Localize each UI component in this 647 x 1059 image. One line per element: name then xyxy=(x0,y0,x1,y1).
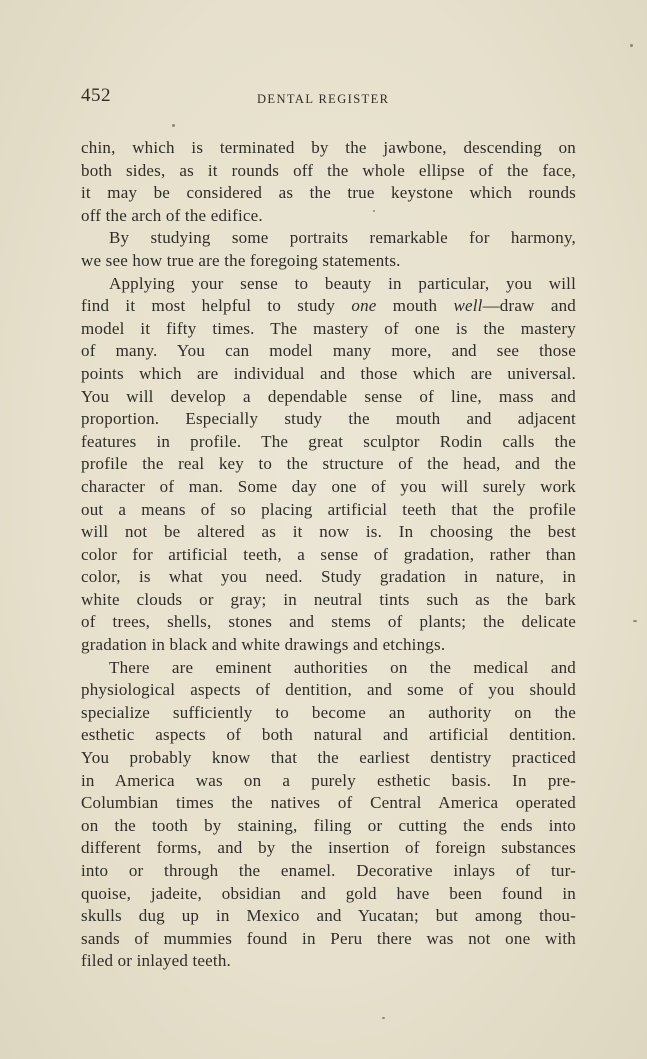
text-segment: gradation in black and white drawings and etchings. xyxy=(81,635,446,655)
text-line xyxy=(81,657,576,680)
text-segment: we see how true are the foregoing statements. xyxy=(81,250,401,270)
italic-word: one xyxy=(351,296,377,316)
text-segment: —draw and xyxy=(482,296,576,316)
text-segment: Applying your sense to beauty in particular, you will xyxy=(109,273,576,293)
text-segment: color, is what you need. Study gradation in nature, in xyxy=(81,567,576,587)
text-segment: into or through the enamel. Decorative inlays of tur- xyxy=(81,861,576,880)
text-line xyxy=(81,770,576,793)
text-segment: character of man. Some day one of you will surely work xyxy=(81,476,576,496)
text-line xyxy=(81,589,576,612)
page-header xyxy=(81,85,576,109)
text-segment: chin, which is terminated by the jawbone, descending on xyxy=(81,138,576,157)
text-line xyxy=(81,883,576,906)
text-segment: color for artificial teeth, a sense of gradation, rather than xyxy=(81,544,576,564)
text-segment: will not be altered as it now is. In choosing the best xyxy=(81,522,576,542)
text-segment: physiological aspects of dentition, and some of you should xyxy=(81,680,576,700)
text-line xyxy=(81,724,576,747)
text-segment: model it fifty times. The mastery of one is the mastery xyxy=(81,318,576,338)
text-line xyxy=(81,431,576,454)
text-segment: in America was on a purely esthetic basis. In pre- xyxy=(81,770,576,790)
text-segment: filed or inlayed teeth. xyxy=(81,951,231,971)
text-line xyxy=(81,476,576,499)
text-line xyxy=(81,950,576,973)
text-segment: features in profile. The great sculptor Rodin calls the xyxy=(81,431,576,451)
text-segment: mouth xyxy=(376,296,454,316)
print-speck xyxy=(382,1017,385,1019)
text-line xyxy=(81,453,576,476)
text-line xyxy=(81,205,576,228)
text-segment: find it most helpful to study xyxy=(81,296,352,316)
text-segment: There are eminent authorities on the medical and xyxy=(109,657,576,677)
text-line xyxy=(81,521,576,544)
text-segment: esthetic aspects of both natural and artificial dentition. xyxy=(81,725,576,745)
text-segment: both sides, as it rounds off the whole ellipse of the face, xyxy=(81,160,576,180)
text-segment: different forms, and by the insertion of foreign substances xyxy=(81,838,576,858)
text-line xyxy=(81,363,576,386)
text-line xyxy=(81,634,576,657)
text-segment: You probably know that the earliest dentistry practiced xyxy=(81,748,576,768)
print-speck xyxy=(630,44,633,47)
body-text xyxy=(81,137,576,973)
text-line xyxy=(81,928,576,951)
text-segment: it may be considered as the true keystone which rounds xyxy=(81,183,576,203)
text-line xyxy=(81,227,576,250)
running-title: DENTAL REGISTER xyxy=(257,92,390,106)
text-line xyxy=(81,747,576,770)
text-line xyxy=(81,905,576,928)
text-line xyxy=(81,386,576,409)
text-line xyxy=(81,182,576,205)
text-line xyxy=(81,408,576,431)
text-segment: of trees, shells, stones and stems of plants; the delicate xyxy=(81,612,576,632)
text-segment: on the tooth by staining, filing or cutting the ends into xyxy=(81,815,576,835)
text-segment: You will develop a dependable sense of line, mass and xyxy=(81,386,576,406)
text-segment: sands of mummies found in Peru there was not one with xyxy=(81,928,576,948)
italic-word: well xyxy=(453,296,483,316)
text-segment: specialize sufficiently to become an authority on the xyxy=(81,702,576,722)
print-speck xyxy=(172,124,175,127)
text-line xyxy=(81,273,576,296)
text-segment: By studying some portraits remarkable for harmony, xyxy=(109,228,576,248)
text-line xyxy=(81,295,576,318)
text-line xyxy=(81,792,576,815)
text-segment: proportion. Especially study the mouth and adjacent xyxy=(81,409,576,429)
text-segment: skulls dug up in Mexico and Yucatan; but among thou- xyxy=(81,906,576,926)
text-line xyxy=(81,250,576,273)
text-line xyxy=(81,815,576,838)
text-line xyxy=(81,860,576,883)
text-line xyxy=(81,544,576,567)
text-line xyxy=(81,340,576,363)
page-number: 452 xyxy=(81,85,111,106)
text-line xyxy=(81,837,576,860)
text-segment: profile the real key to the structure of the head, and the xyxy=(81,454,576,474)
text-line xyxy=(81,679,576,702)
text-line xyxy=(81,611,576,634)
print-speck xyxy=(633,620,637,622)
print-speck xyxy=(373,210,375,212)
text-segment: of many. You can model many more, and see those xyxy=(81,341,576,361)
text-segment: Columbian times the natives of Central America operated xyxy=(81,793,576,813)
text-segment: points which are individual and those which are universal. xyxy=(81,363,576,383)
text-line xyxy=(81,137,576,160)
text-line xyxy=(81,318,576,341)
text-line xyxy=(81,160,576,183)
text-segment: white clouds or gray; in neutral tints such as the bark xyxy=(81,589,576,609)
text-segment: off the arch of the edifice. xyxy=(81,205,263,225)
text-segment: out a means of so placing artificial teeth that the profile xyxy=(81,499,576,519)
text-line xyxy=(81,499,576,522)
text-line xyxy=(81,702,576,725)
text-segment: quoise, jadeite, obsidian and gold have been found in xyxy=(81,883,576,903)
text-line xyxy=(81,566,576,589)
